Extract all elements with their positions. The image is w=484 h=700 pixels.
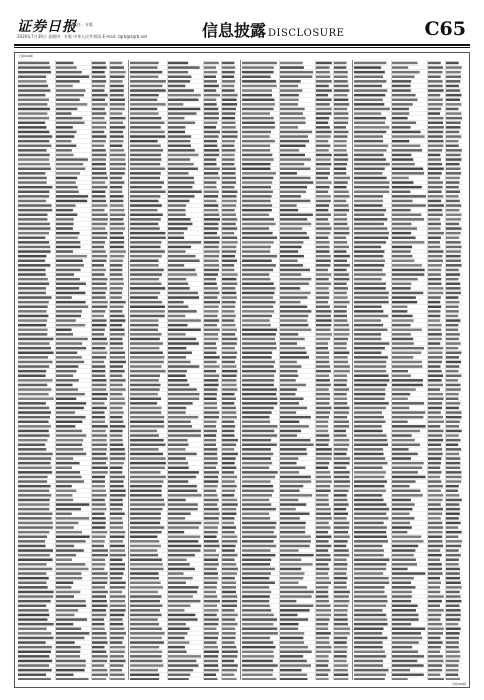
fine-print-table-rows [353,60,465,680]
header-rule-thin [14,47,470,48]
continued-to-label: 下转C66版 [451,682,466,686]
table-column [17,60,129,680]
fine-print-table-rows [241,60,353,680]
disclosure-table-area [14,52,470,688]
header-rule-thick [14,44,470,46]
section-title-cn: 信息披露 [202,21,267,40]
table-column [129,60,241,680]
logo-subtext: 责任 · 专版 [73,22,93,27]
table-column [353,60,465,680]
section-title-en: DISCLOSURE [268,28,345,39]
table-column [241,60,353,680]
issue-date-line: 2020年7月30日 星期四 · 专版 中华人民共和国 E-mail: zqrb@zqrb.net [17,34,148,39]
masthead [0,0,484,50]
fine-print-table-rows [129,60,241,680]
continued-from-label: 上接C64版 [18,54,33,58]
page-number: C65 [424,18,466,40]
newspaper-logo: 证券日报 [17,19,77,35]
fine-print-table-rows [17,60,129,680]
section-title [202,18,344,41]
table-columns [17,60,467,680]
